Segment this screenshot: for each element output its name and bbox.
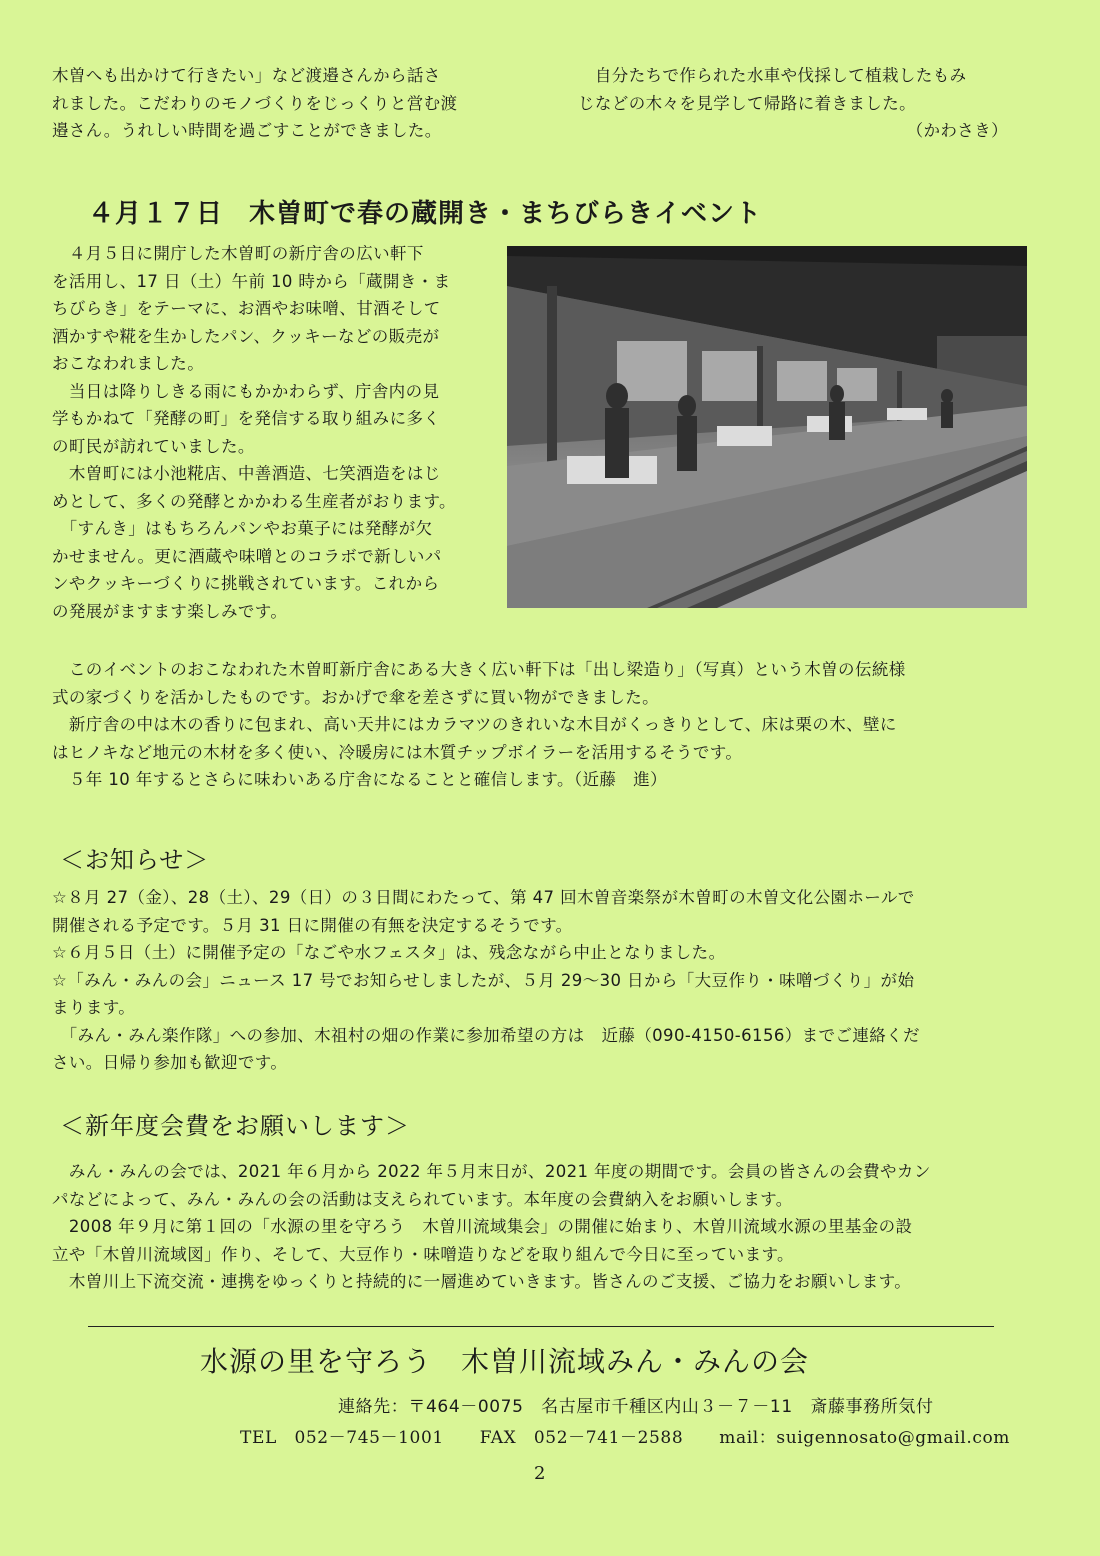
contact-numbers (240, 1423, 1046, 1448)
text-line: 邉さん。うれしい時間を過ごすことができました。 (52, 121, 442, 140)
text-line: 式の家づくりを活かしたものです。おかげで傘を差さずに買い物ができました。 (52, 687, 660, 707)
text-line: このイベントのおこなわれた木曽町新庁舎にある大きく広い軒下は「出し梁造り」（写真）という木曽の伝統様 (52, 660, 906, 679)
notice-heading: ＜お知らせ＞ (60, 846, 210, 874)
fee-heading: ＜新年度会費をお願いします＞ (60, 1112, 410, 1140)
text-line: を活用し、17 日（土）午前 10 時から「蔵開き・ま (52, 271, 451, 291)
top-right-column (578, 62, 1038, 145)
text-line: 当日は降りしきる雨にもかかわらず、庁舎内の見 (52, 381, 440, 401)
text-line: の発展がますます楽しみです。 (52, 601, 288, 621)
notice-body (52, 884, 1042, 1077)
article-continued (52, 656, 1042, 794)
text-line: ５年 10 年するとさらに味わいある庁舎になることと確信します。（近藤 進） (52, 770, 668, 789)
text-line: かせません。更に酒蔵や味噌とのコラボで新しいパ (52, 546, 442, 566)
text-line: ☆「みん・みんの会」ニュース 17 号でお知らせしましたが、５月 29〜30 日から「大豆作り・味噌づくり」が始 (52, 970, 915, 990)
fax-number: FAX 052－741－2588 (479, 1428, 684, 1448)
article-headline (88, 193, 988, 230)
text-line: 木曽町には小池糀店、中善酒造、七笑酒造をはじ (52, 464, 441, 483)
fee-body (52, 1158, 1042, 1296)
text-line: 木曽川上下流交流・連携をゆっくりと持続的に一層進めていきます。皆さんのご支援、ご協力をお願いします。 (52, 1272, 912, 1291)
text-line: 「すんき」はもちろんパンやお菓子には発酵が欠 (52, 519, 433, 538)
text-line: 自分たちで作られた水車や伐採して植栽したもみ (578, 66, 967, 85)
contact-address: 連絡先：〒464－0075 名古屋市千種区内山３－７－11 斎藤事務所気付 (338, 1397, 934, 1417)
tel-number: TEL 052－745－1001 (240, 1428, 444, 1448)
text-line: ンやクッキーづくりに挑戦されています。これから (52, 574, 440, 593)
organization-name: 水源の里を守ろう 木曽川流域みん・みんの会 (200, 1345, 810, 1378)
page-number: 2 (534, 1463, 546, 1484)
article-title: 木曽町で春の蔵開き・まちびらきイベント (249, 199, 763, 229)
text-line: みん・みんの会では、2021 年６月から 2022 年５月末日が、2021 年度の期間です。会員の皆さんの会費やカン (52, 1162, 931, 1181)
text-line: 2008 年９月に第１回の「水源の里を守ろう 木曽川流域集会」の開催に始まり、木曽川流域水源の里基金の設 (52, 1217, 913, 1236)
signature: （かわさき） (906, 121, 1008, 140)
text-line: ☆６月５日（土）に開催予定の「なごや水フェスタ」は、残念ながら中止となりました。 (52, 943, 726, 962)
text-line: ☆８月 27（金）、28（土）、29（日）の３日間にわたって、第 47 回木曽音楽祭が木曽町の木曽文化公園ホールで (52, 888, 915, 907)
text-line: 学もかねて「発酵の町」を発信する取り組みに多く (52, 409, 441, 428)
photo-illustration (507, 246, 1027, 608)
article-left-column (52, 240, 492, 625)
text-line: じなどの木々を見学して帰路に着きました。 (578, 93, 916, 113)
text-line: パなどによって、みん・みんの会の活動は支えられています。本年度の会費納入をお願いします。 (52, 1189, 793, 1209)
text-line: の町民が訪れていました。 (52, 436, 255, 456)
event-photo (507, 246, 1027, 608)
text-line: さい。日帰り参加も歓迎です。 (52, 1053, 288, 1072)
text-line: れました。こだわりのモノづくりをじっくりと営む渡 (52, 93, 458, 113)
text-line: 酒かすや糀を生かしたパン、クッキーなどの販売が (52, 326, 440, 346)
text-line: 立や「木曽川流域図」作り、そして、大豆作り・味噌造りなどを取り組んで今日に至っています。 (52, 1244, 794, 1264)
text-line: 「みん・みん楽作隊」への参加、木祖村の畑の作業に参加希望の方は 近藤（090-4150-6156）までご連絡くだ (52, 1025, 920, 1045)
email-address[interactable]: mail：suigennosato@gmail.com (719, 1428, 1010, 1448)
footer-divider (88, 1326, 994, 1327)
text-line: まります。 (52, 998, 136, 1017)
article-date: ４月１７日 (88, 199, 224, 229)
text-line: 開催される予定です。５月 31 日に開催の有無を決定するそうです。 (52, 915, 573, 935)
text-line: 新庁舎の中は木の香りに包まれ、高い天井にはカラマツのきれいな木目がくっきりとして、床は栗の木、壁に (52, 715, 897, 734)
text-line: ４月５日に開庁した木曽町の新庁舎の広い軒下 (52, 244, 424, 263)
top-left-column (52, 62, 512, 145)
text-line: 木曽へも出かけて行きたい」など渡邉さんから話さ (52, 66, 441, 85)
text-line: ちびらき」をテーマに、お酒やお味噌、甘酒そして (52, 299, 441, 318)
text-line: はヒノキなど地元の木材を多く使い、冷暖房には木質チップボイラーを活用するそうです。 (52, 742, 743, 762)
text-line: めとして、多くの発酵とかかわる生産者がおります。 (52, 491, 456, 511)
text-line: おこなわれました。 (52, 354, 205, 373)
